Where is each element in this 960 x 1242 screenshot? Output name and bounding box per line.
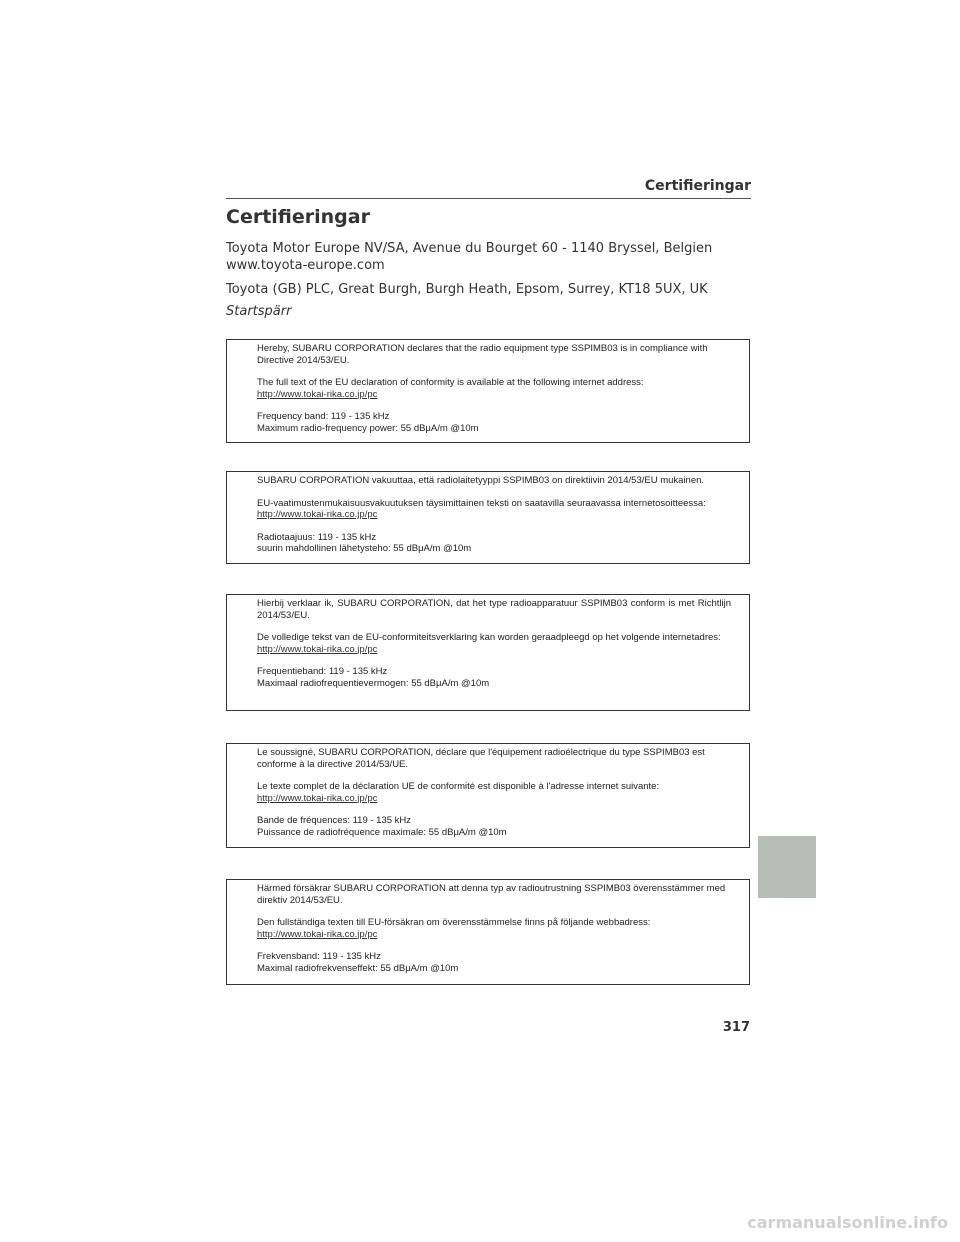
fulltext-note: Le texte complet de la déclaration UE de conformité est disponible à l'adresse internet suivante: bbox=[257, 781, 660, 792]
declaration-link[interactable]: http://www.tokai-rika.co.jp/pc bbox=[257, 388, 378, 400]
declaration-text: Härmed försäkrar SUBARU CORPORATION att denna typ av radioutrustning SSPIMB03 överensstämmer med direktiv 2014/53/EU. bbox=[257, 883, 726, 906]
frequency-band: Radiotaajuus: 119 - 135 kHz bbox=[257, 531, 377, 543]
declaration-link[interactable]: http://www.tokai-rika.co.jp/pc bbox=[257, 928, 378, 940]
website: www.toyota-europe.com bbox=[226, 258, 385, 273]
frequency-band: Frequency band: 119 - 135 kHz bbox=[257, 411, 390, 422]
declaration-box-sv bbox=[226, 879, 750, 985]
declaration-text: Hereby, SUBARU CORPORATION declares that the radio equipment type SSPIMB03 is in compliance with Directive 2014/53/EU. bbox=[257, 343, 708, 366]
declaration-box-nl bbox=[226, 594, 750, 711]
max-power: Puissance de radiofréquence maximale: 55 dBμA/m @10m bbox=[257, 826, 507, 838]
declaration-link[interactable]: http://www.tokai-rika.co.jp/pc bbox=[257, 643, 378, 655]
max-power: Maximal radiofrekvenseffekt: 55 dBμA/m @10m bbox=[257, 962, 459, 974]
page-number: 317 bbox=[722, 1020, 750, 1035]
fulltext-note: De volledige tekst van de EU-conformiteitsverklaring kan worden geraadpleegd op het volgende internetadres: bbox=[257, 632, 721, 643]
address-uk: Toyota (GB) PLC, Great Burgh, Burgh Heath, Epsom, Surrey, KT18 5UX, UK bbox=[226, 282, 708, 297]
address-europe: Toyota Motor Europe NV/SA, Avenue du Bourget 60 - 1140 Bryssel, Belgien bbox=[226, 241, 713, 256]
declaration-text: Le soussigné, SUBARU CORPORATION, déclare que l'équipement radioélectrique du type SSPIMB03 est conforme à la directive 2014/53/UE. bbox=[257, 747, 705, 770]
frequency-band: Frekvensband: 119 - 135 kHz bbox=[257, 951, 381, 962]
fulltext-note: Den fullständiga texten till EU-försäkran om överensstämmelse finns på följande webbadress: bbox=[257, 917, 651, 928]
frequency-band: Bande de fréquences: 119 - 135 kHz bbox=[257, 815, 412, 826]
declaration-text: Hierbij verklaar ik, SUBARU CORPORATION, dat het type radioapparatuur SSPIMB03 conform is met Richtlijn 2014/53/EU. bbox=[257, 598, 731, 621]
max-power: suurin mahdollinen lähetysteho: 55 dBμA/m @10m bbox=[257, 543, 472, 554]
declaration-box-en bbox=[226, 339, 750, 443]
fulltext-note: EU-vaatimustenmukaisuusvakuutuksen täysimittainen teksti on saatavilla seuraavassa internetosoitteessa: bbox=[257, 497, 706, 509]
page-title: Certifieringar bbox=[226, 206, 370, 228]
max-power: Maximaal radiofrequentievermogen: 55 dBμA/m @10m bbox=[257, 677, 490, 689]
running-header: Certifieringar bbox=[644, 178, 751, 194]
declaration-link[interactable]: http://www.tokai-rika.co.jp/pc bbox=[257, 792, 378, 804]
declaration-box-fi bbox=[226, 471, 750, 564]
chapter-tab bbox=[758, 836, 816, 898]
frequency-band: Frequentieband: 119 - 135 kHz bbox=[257, 666, 388, 677]
declaration-link[interactable]: http://www.tokai-rika.co.jp/pc bbox=[257, 509, 378, 520]
header-rule bbox=[226, 198, 751, 199]
watermark: carmanualsonline.info bbox=[747, 1213, 948, 1232]
section-label: Startspärr bbox=[226, 304, 292, 319]
declaration-text: SUBARU CORPORATION vakuuttaa, että radiolaitetyyppi SSPIMB03 on direktiivin 2014/53/EU mukainen. bbox=[257, 475, 705, 486]
declaration-box-fr bbox=[226, 743, 750, 848]
fulltext-note: The full text of the EU declaration of conformity is available at the following internet address: bbox=[257, 377, 644, 388]
max-power: Maximum radio-frequency power: 55 dBμA/m @10m bbox=[257, 422, 479, 434]
